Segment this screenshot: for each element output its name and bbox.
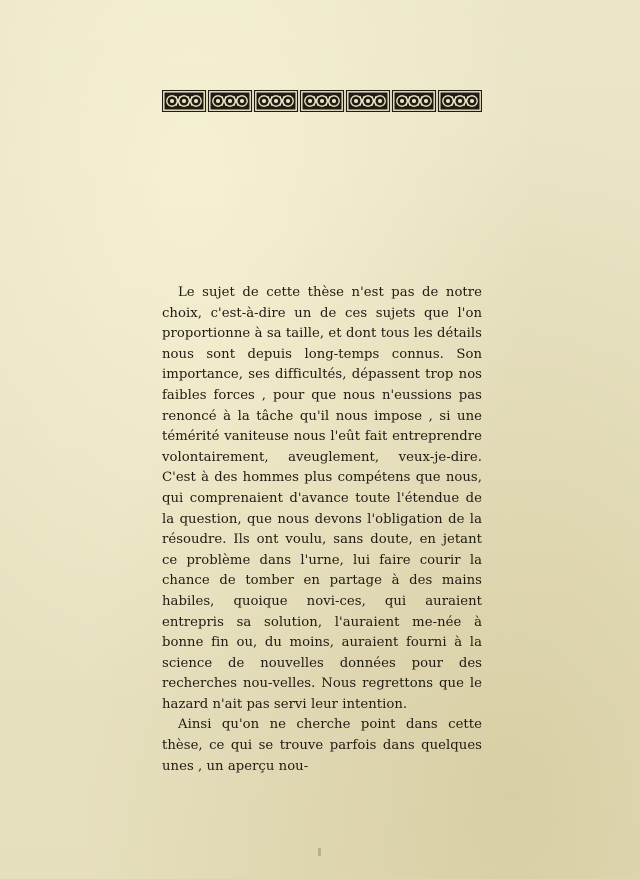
ornament-segment: [439, 91, 482, 112]
paragraph-1: Le sujet de cette thèse n'est pas de notre choix, c'est-à-dire un de ces sujets que l'on proportionne à sa taille, et dont tous les détails nous sont depuis long-temps connus. Son importance, ses difficultés, dépassent trop nos faibles forces , pour que nous n'eussions pas renoncé à la tâche qu'il nous impose , si une témérité vaniteuse nous l'eût fait entreprendre volontairement, aveuglement, veux-je-dire. C'est à des hommes plus compétens que nous, qui comprenaient d'avance toute l'étendue de la question, que nous devons l'obligation de la résoudre. Ils ont voulu, sans doute, en jetant ce problème dans l'urne, lui faire courir la chance de tomber en partage à des mains habiles, quoique novi-ces, qui auraient entrepris sa solution, l'auraient me-née à bonne fin ou, du moins, auraient fourni à la science de nouvelles données pour des recherches nou-velles. Nous regrettons que le hazard n'ait pas servi leur intention.: [162, 285, 482, 712]
body-text: [162, 283, 482, 777]
ornament-segment: [393, 91, 436, 112]
page-mark: [318, 848, 321, 856]
ornament-segment: [209, 91, 252, 112]
ornament-segment: [301, 91, 344, 112]
ornament-segment: [163, 91, 206, 112]
header-ornament-icon: [162, 90, 482, 112]
paragraph-2: Ainsi qu'on ne cherche point dans cette thèse, ce qui se trouve parfois dans quelques unes , un aperçu nou-: [162, 717, 482, 774]
ornament-segment: [255, 91, 298, 112]
ornament-segment: [347, 91, 390, 112]
